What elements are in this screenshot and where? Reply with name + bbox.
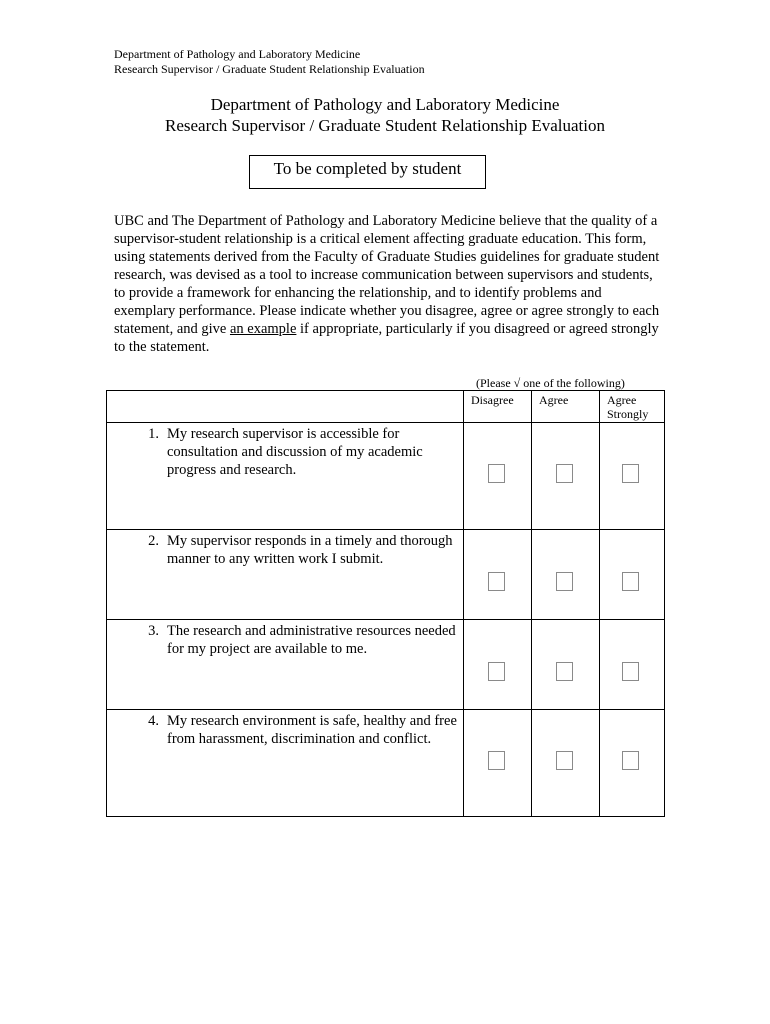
- column-header-agree: Agree: [532, 391, 600, 423]
- intro-paragraph: [114, 212, 664, 356]
- table-row: [107, 423, 665, 530]
- page-title-form-name: Research Supervisor / Graduate Student Relationship Evaluation: [164, 116, 605, 135]
- header-blank-cell: [107, 391, 464, 423]
- disagree-cell: [464, 423, 532, 530]
- disagree-checkbox[interactable]: [488, 751, 505, 770]
- agree-checkbox[interactable]: [556, 464, 573, 483]
- agree-strongly-checkbox[interactable]: [622, 751, 639, 770]
- column-header-disagree: Disagree: [464, 391, 532, 423]
- question-text: My research environment is safe, healthy and free from harassment, discrimination and conflict.: [167, 713, 457, 747]
- question-text: My research supervisor is accessible for consultation and discussion of my academic progress and research.: [167, 426, 423, 478]
- running-header-form-name: Research Supervisor / Graduate Student Relationship Evaluation: [114, 62, 425, 76]
- disagree-cell: [464, 710, 532, 817]
- agree-strongly-checkbox[interactable]: [622, 662, 639, 681]
- disagree-cell: [464, 530, 532, 620]
- question-number: 1.: [148, 426, 159, 442]
- column-header-agree-strongly: Agree Strongly: [600, 391, 665, 423]
- intro-text-part1: UBC and The Department of Pathology and Laboratory Medicine believe that the quality of a supervisor-student relationship is a critical element affecting graduate education. This form, using statements derived from the Faculty of Graduate Studies guidelines for graduate student research, was devised as a tool to increase communication between supervisors and students, to provide a framework for enhancing the relationship, and to identify problems and exemplary performance. Please indicate whether you disagree, agree or agree strongly to each statement, and give: [114, 213, 660, 337]
- disagree-checkbox[interactable]: [488, 464, 505, 483]
- agree-strongly-checkbox[interactable]: [622, 572, 639, 591]
- question-cell: [107, 530, 464, 620]
- agree-strongly-cell: [600, 620, 665, 710]
- table-row: [107, 530, 665, 620]
- check-instruction: (Please √ one of the following): [476, 376, 625, 390]
- table-row: [107, 710, 665, 817]
- question-text: The research and administrative resources needed for my project are available to me.: [167, 623, 456, 657]
- question-cell: [107, 620, 464, 710]
- agree-cell: [532, 620, 600, 710]
- table-header-row: [107, 391, 665, 423]
- agree-checkbox[interactable]: [556, 751, 573, 770]
- agree-checkbox[interactable]: [556, 572, 573, 591]
- disagree-cell: [464, 620, 532, 710]
- agree-strongly-cell: [600, 710, 665, 817]
- agree-strongly-cell: [600, 530, 665, 620]
- question-cell: [107, 423, 464, 530]
- intro-underlined-example: an example: [229, 321, 297, 337]
- agree-cell: [532, 710, 600, 817]
- question-number: 2.: [148, 533, 159, 549]
- question-text: My supervisor responds in a timely and thorough manner to any written work I submit.: [167, 533, 453, 567]
- intro-text-part2: if appropriate, particularly if you disagreed or agreed strongly to the statement.: [114, 321, 659, 355]
- question-number: 4.: [148, 713, 159, 729]
- disagree-checkbox[interactable]: [488, 572, 505, 591]
- question-cell: [107, 710, 464, 817]
- agree-cell: [532, 530, 600, 620]
- evaluation-table: [106, 390, 665, 817]
- agree-checkbox[interactable]: [556, 662, 573, 681]
- question-number: 3.: [148, 623, 159, 639]
- agree-strongly-checkbox[interactable]: [622, 464, 639, 483]
- page-title-department: Department of Pathology and Laboratory Medicine: [210, 95, 560, 114]
- disagree-checkbox[interactable]: [488, 662, 505, 681]
- agree-cell: [532, 423, 600, 530]
- running-header-department: Department of Pathology and Laboratory Medicine: [114, 47, 361, 61]
- table-row: [107, 620, 665, 710]
- completed-by-student-box: To be completed by student: [249, 155, 486, 189]
- agree-strongly-cell: [600, 423, 665, 530]
